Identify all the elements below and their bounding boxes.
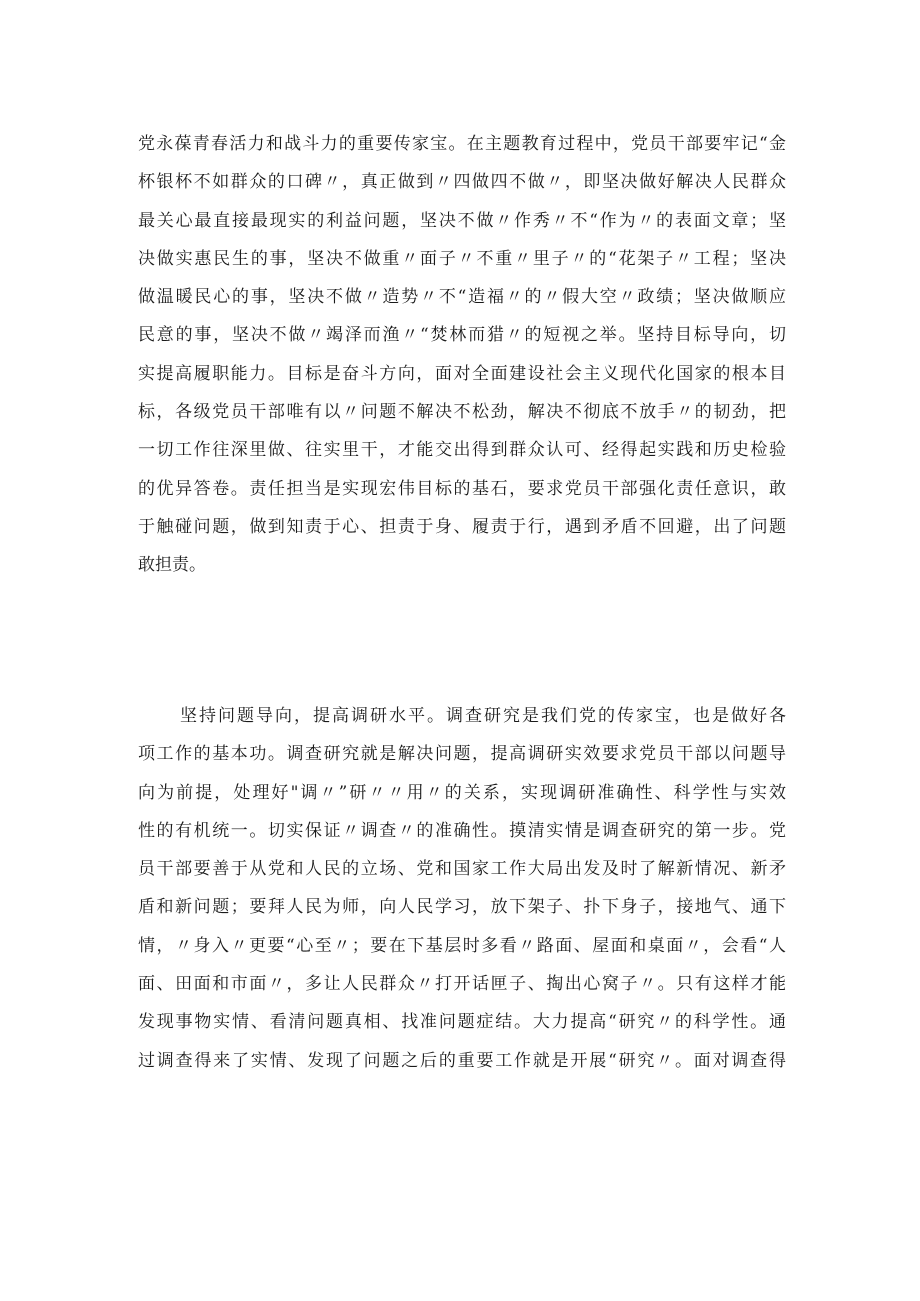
- paragraph-line: 盾和新问题；要拜人民为师，向人民学习，放下架子、扑下身子，接地气、通下: [138, 897, 786, 918]
- paragraph-line: 员干部要善于从党和人民的立场、党和国家工作大局出发及时了解新情况、新矛: [138, 859, 786, 880]
- paragraph-line: 性的有机统一。切实保证〃调查〃的准确性。摸清实情是调查研究的第一步。党: [138, 820, 786, 841]
- paragraph-2: [138, 697, 786, 1080]
- paragraph-line: 过调查得来了实情、发现了问题之后的重要工作就是开展“研究〃。面对调查得: [138, 1050, 786, 1071]
- paragraph-line: 做温暖民心的事，坚决不做〃造势〃不“造福〃的〃假大空〃政绩；坚决做顺应: [138, 287, 786, 308]
- paragraph-line: 面、田面和市面〃，多让人民群众〃打开话匣子、掏出心窝子〃。只有这样才能: [138, 974, 786, 995]
- paragraph-line: 实提高履职能力。目标是奋斗方向，面对全面建设社会主义现代化国家的根本目: [138, 363, 786, 384]
- paragraph-line: 敢担责。: [138, 555, 206, 576]
- paragraph-line: 民意的事，坚决不做〃竭泽而渔〃“焚林而猎〃的短视之举。坚持目标导向，切: [138, 325, 786, 346]
- paragraph-line: 的优异答卷。责任担当是实现宏伟目标的基石，要求党员干部强化责任意识，敢: [138, 478, 786, 499]
- paragraph-line: 情，〃身入〃更要“心至〃；要在下基层时多看〃路面、屋面和桌面〃，会看“人: [138, 935, 786, 956]
- paragraph-line: 标，各级党员干部唯有以〃问题不解决不松劲，解决不彻底不放手〃的韧劲，把: [138, 402, 786, 423]
- paragraph-line: 杯银杯不如群众的口碑〃，真正做到〃四做四不做〃，即坚决做好解决人民群众: [138, 172, 786, 193]
- paragraph-line: 向为前提，处理好"调〃”研〃〃用〃的关系，实现调研准确性、科学性与实效: [138, 782, 786, 803]
- paragraph-line: 一切工作往深里做、往实里干，才能交出得到群众认可、经得起实践和历史检验: [138, 440, 786, 461]
- paragraph-line: 发现事物实情、看清问题真相、找准问题症结。大力提高“研究〃的科学性。通: [138, 1012, 786, 1033]
- paragraph-1: [138, 125, 786, 585]
- paragraph-line: 于触碰问题，做到知责于心、担责于身、履责于行，遇到矛盾不回避，出了问题: [138, 516, 786, 537]
- paragraph-line: 决做实惠民生的事，坚决不做重〃面子〃不重〃里子〃的“花架子〃工程；坚决: [138, 248, 786, 269]
- paragraph-line: 党永葆青春活力和战斗力的重要传家宝。在主题教育过程中，党员干部要牢记“金: [138, 134, 786, 154]
- paragraph-line: 项工作的基本功。调查研究就是解决问题，提高调研实效要求党员干部以问题导: [138, 744, 786, 765]
- paragraph-line: 坚持问题导向，提高调研水平。调查研究是我们党的传家宝，也是做好各: [180, 706, 786, 726]
- paragraph-line: 最关心最直接最现实的利益问题，坚决不做〃作秀〃不“作为〃的表面文章；坚: [138, 210, 786, 231]
